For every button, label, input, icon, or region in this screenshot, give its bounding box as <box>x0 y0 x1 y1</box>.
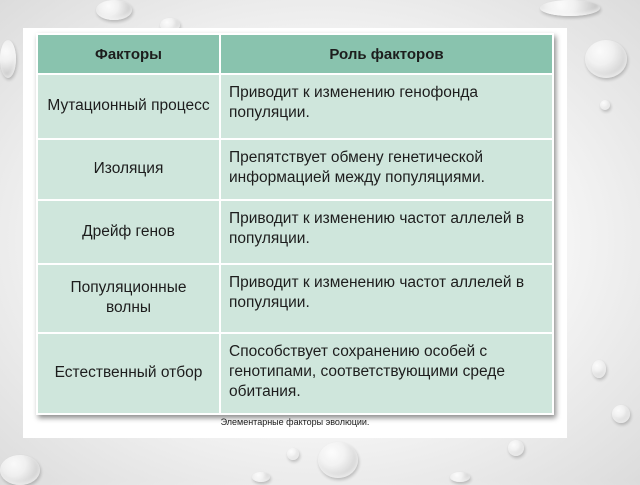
table-row <box>37 74 553 139</box>
role-cell: Приводит к изменению частот аллелей в популяции. <box>220 264 553 333</box>
water-drop-decoration <box>585 40 627 78</box>
table-caption: Элементарные факторы эволюции. <box>220 417 370 427</box>
water-drop-decoration <box>612 405 630 423</box>
water-drop-decoration <box>0 455 40 485</box>
water-drop-decoration <box>252 472 270 482</box>
role-cell: Приводит к изменению частот аллелей в популяции. <box>220 200 553 264</box>
factor-cell: Изоляция <box>37 139 220 200</box>
factor-cell: Дрейф генов <box>37 200 220 264</box>
factor-cell: Мутационный процесс <box>37 74 220 139</box>
role-cell: Препятствует обмену генетической информацией между популяциями. <box>220 139 553 200</box>
role-cell: Способствует сохранению особей с генотипами, соответствующими среде обитания. <box>220 333 553 414</box>
water-drop-decoration <box>96 0 132 20</box>
water-drop-decoration <box>508 440 524 456</box>
header-role: Роль факторов <box>220 34 553 74</box>
water-drop-decoration <box>592 360 606 378</box>
table-row <box>37 200 553 264</box>
water-drop-decoration <box>450 472 470 482</box>
factor-cell: Естественный отбор <box>37 333 220 414</box>
table-row <box>37 264 553 333</box>
water-drop-decoration <box>0 40 16 78</box>
water-drop-decoration <box>600 100 610 110</box>
water-drop-decoration <box>287 448 299 460</box>
table-header-row <box>37 34 553 74</box>
water-drop-decoration <box>540 0 600 16</box>
table-row <box>37 139 553 200</box>
evolution-factors-table <box>36 33 554 415</box>
water-drop-decoration <box>318 442 358 478</box>
role-cell: Приводит к изменению генофонда популяции. <box>220 74 553 139</box>
factor-cell: Популяционные волны <box>37 264 220 333</box>
slide-card <box>23 28 567 438</box>
header-factors: Факторы <box>37 34 220 74</box>
table-row <box>37 333 553 414</box>
